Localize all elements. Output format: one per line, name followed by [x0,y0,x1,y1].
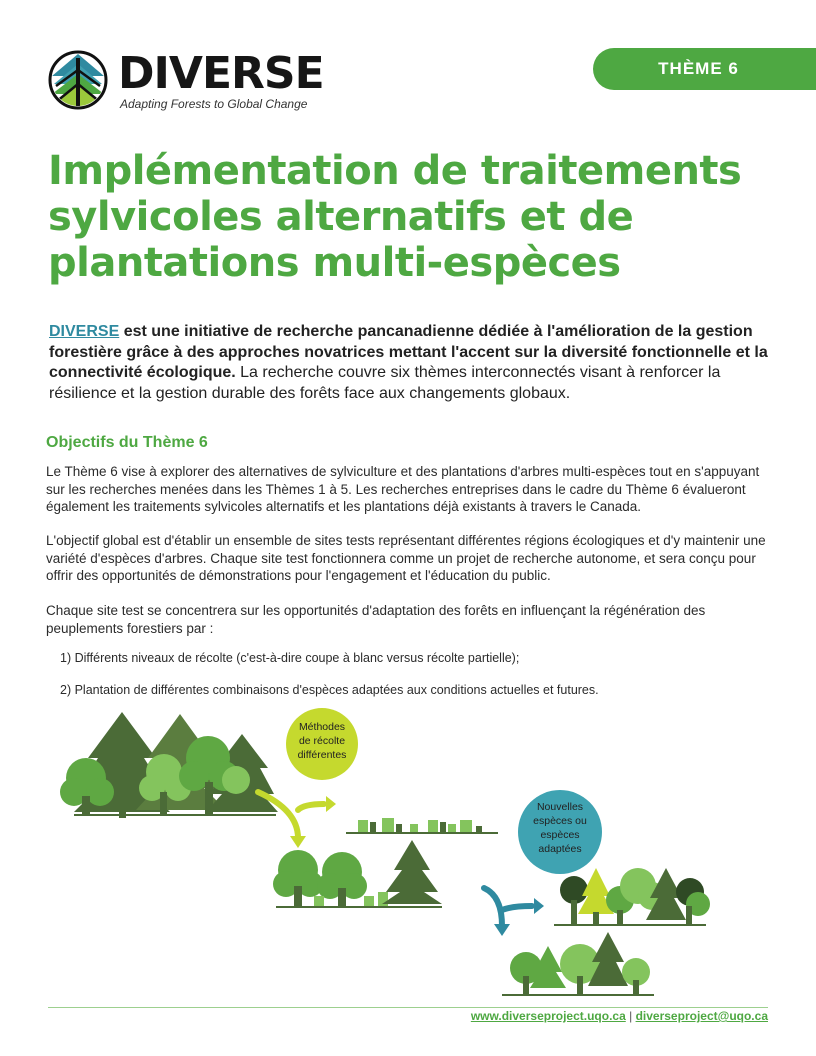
clear-cut-illustration [346,818,498,833]
objectives-paragraph-3: Chaque site test se concentrera sur les opportunités d'adaptation des forêts en influençant la régénération des peuplements forestiers par : [46,603,706,636]
intro-text: La recherche couvre six thèmes interconnectés visant à renforcer la résilience et la gestion durable des forêts face aux changements globaux. [49,364,721,402]
website-link[interactable]: www.diverseproject.uqo.ca [470,1009,626,1023]
email-link[interactable]: diverseproject@uqo.ca [635,1009,768,1023]
section-heading: Objectifs du Thème 6 [46,434,208,451]
mixed-planting-illustration [554,868,710,925]
bubble-line: Nouvelles [536,801,584,813]
footer [471,1009,768,1023]
intro-bold-text: est une initiative de recherche pancanadienne dédiée à l'amélioration de la gestion forestière grâce à des approches novatrices mettant l'accent sur la diversité fonctionnelle et la connectivité écologique. [49,323,768,381]
objectives-paragraph-2: L'objectif global est d'établir un ensemble de sites tests représentant différentes régions écologiques et d'y maintenir une variété d'espèces d'arbres. Chaque site test fonctionnera comme un projet de recherche autonome, et sera conçu pour offrir des opportunités de démonstrations pour l'engagement et l'éducation du public. [46,533,766,583]
mixed-planting-illustration-2 [502,932,654,995]
bubble-line: Méthodes [298,721,346,733]
list-item: 2) Plantation de différentes combinaisons d'espèces adaptées aux conditions actuelles et futures. [60,683,599,697]
partial-harvest-illustration [273,840,442,907]
logo [48,48,324,116]
bubble-line: adaptées [538,843,582,855]
brand-tagline: Adapting Forests to Global Change [120,97,308,111]
mature-forest-illustration [60,712,278,818]
diverse-link[interactable]: DIVERSE [49,323,120,340]
list-item: 1) Différents niveaux de récolte (c'est-à-dire coupe à blanc versus récolte partielle); [60,651,520,665]
harvest-methods-bubble [286,708,358,780]
objectives-paragraph-1: Le Thème 6 vise à explorer des alternatives de sylviculture et des plantations d'arbres multi-espèces tout en s'appuyant sur les recherches menées dans les Thèmes 1 à 5. Les recherches entreprises dans le cadre du Thème 6 évalueront également les traitements sylvicoles alternatifs et les plantations déjà existants à travers le Canada. [46,464,760,514]
new-species-bubble [518,790,602,874]
bubble-line: espèces ou [533,815,587,827]
planting-arrow-icon [484,888,544,936]
harvest-arrow-icon [258,792,336,848]
page-title: Implémentation de traitements sylvicoles alternatifs et de plantations multi-espèces [48,148,742,286]
intro-paragraph [49,322,769,404]
bubble-line: différentes [297,749,347,761]
theme-badge: THÈME 6 [593,48,816,90]
diverse-logo-icon [48,50,108,110]
footer-divider [48,1007,768,1008]
brand-name: DIVERSE [118,48,324,99]
bubble-line: de récolte [298,735,346,747]
bubble-line: espèces [540,829,580,841]
footer-separator: | [629,1009,633,1023]
forest-diagram [40,700,780,1000]
